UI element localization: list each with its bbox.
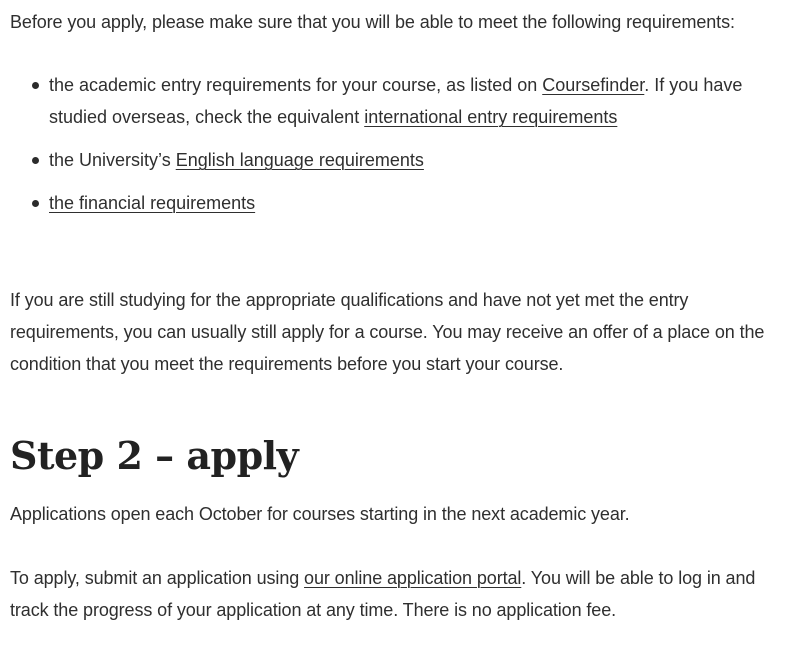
english-language-requirements-link[interactable]: English language requirements	[175, 150, 424, 170]
online-application-portal-link[interactable]: our online application portal	[304, 568, 522, 588]
bullet-icon	[32, 157, 39, 164]
apply-prefix-text: To apply, submit an application using	[10, 568, 305, 588]
step-2-heading: Step 2 – apply	[10, 433, 299, 478]
coursefinder-link[interactable]: Coursefinder	[542, 75, 645, 95]
list-item-academic-requirements	[10, 69, 800, 133]
requirements-list	[10, 69, 800, 230]
applications-open-text: Applications open each October for courses starting in the next academic year.	[10, 504, 630, 524]
financial-requirements-link[interactable]: the financial requirements	[49, 193, 256, 213]
bullet-icon	[32, 82, 39, 89]
overseas-text: . If you have studied overseas, check the equivalent	[49, 75, 743, 127]
english-prefix-text: the University’s	[49, 150, 176, 170]
apply-instructions	[10, 562, 795, 626]
international-entry-requirements-link[interactable]: international entry requirements	[364, 107, 618, 127]
list-item-english-requirements	[10, 144, 800, 176]
bullet-icon	[32, 200, 39, 207]
list-item-financial-requirements	[10, 187, 800, 219]
apply-suffix-text: . You will be able to log in and track the progress of your application at any time. There is no application fee.	[10, 568, 756, 620]
intro-text: Before you apply, please make sure that you will be able to meet the following requirements:	[10, 12, 735, 32]
still-studying-text: If you are still studying for the appropriate qualifications and have not yet met the entry requirements, you can usually still apply for a course. You may receive an offer of a place on the condition that you meet the requirements before you start your course.	[10, 290, 765, 374]
academic-text: the academic entry requirements for your course, as listed on	[49, 75, 543, 95]
